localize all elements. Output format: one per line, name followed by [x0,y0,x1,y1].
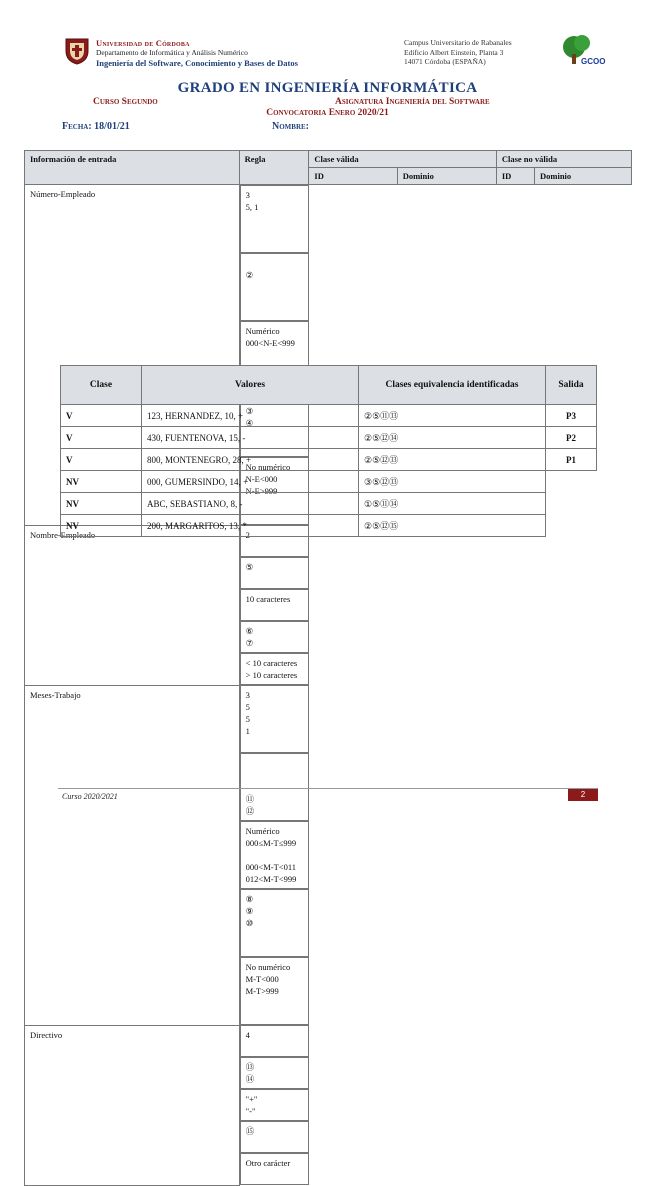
cell-rule: 3 5, 1 [240,185,309,253]
cell-valid-id: ⑬ ⑭ [240,1057,309,1089]
cell-invalid-domain: No numérico M-T<000 M-T>999 [240,957,309,1025]
cell-values: 200, MARGARITOS, 13, * [142,515,359,537]
table-row [25,1025,632,1185]
cell-values: ABC, SEBASTIANO, 8, - [142,493,359,515]
cell-output: P2 [546,427,597,449]
col-invalid-id: ID [496,168,534,185]
cell-rule: 2 [240,525,309,557]
cell-valid-id: ⑪ ⑫ [240,753,309,821]
col-valid-domain: Dominio [397,168,496,185]
cell-invalid-domain: No numérico N-E<000 N-E>999 [240,457,309,525]
cell-invalid-id: ⑧ ⑨ ⑩ [240,889,309,957]
city-line: 14071 Córdoba (ESPAÑA) [404,57,486,66]
university-crest-icon [64,37,90,65]
cell-rule: 3 5 5 1 [240,685,309,753]
equivalence-classes-table [24,150,632,1186]
cell-output-empty [546,515,597,537]
cell-invalid-id: ③ ④ [240,389,309,457]
cell-valid-domain: Numérico 000≤M-T≤999 000<M-T<011 012<M-T<999 [240,821,309,889]
cell-output: P1 [546,449,597,471]
cell-input: Nombre-Empleado [25,525,240,685]
cell-valid-domain: 10 caracteres [240,589,309,621]
building-line: Edificio Albert Einstein, Planta 3 [404,47,504,57]
cell-invalid-id: ⑥ ⑦ [240,621,309,653]
knowledge-area: Ingeniería del Software, Conocimiento y Bases de Datos [96,58,298,68]
cell-valid-domain: "+" "-" [240,1089,309,1121]
cell-class: NV [61,515,142,537]
col-values: Valores [142,366,359,405]
cell-classes: ②⑤⑫⑬ [359,449,546,471]
page-number: 2 [568,789,598,801]
col-invalid-domain: Dominio [534,168,631,185]
table-row [61,427,597,449]
cell-output: P3 [546,405,597,427]
cell-output-empty [546,471,597,493]
cell-classes: ②⑤⑫⑮ [359,515,546,537]
cell-class: V [61,449,142,471]
table-row [25,685,632,1025]
gcoo-logo-text: GCOO [581,57,606,66]
col-valid: Clase válida [309,151,496,168]
cell-valid-id: ② [240,253,309,321]
department-name: Departamento de Informática y Análisis Numérico [96,48,248,57]
university-name: Universidad de Córdoba [96,38,190,48]
cell-classes: ②⑤⑫⑭ [359,427,546,449]
cell-valid-domain: Numérico 000<N-E<999 [240,321,309,389]
table-row [61,405,597,427]
cell-input: Número-Empleado [25,185,240,526]
exam-date: Fecha: 18/01/21 [62,121,130,132]
cell-values: 430, FUENTENOVA, 15, - [142,427,359,449]
cell-classes: ②⑤⑪⑬ [359,405,546,427]
gcoo-tree-logo-icon [560,34,606,68]
cell-invalid-domain: < 10 caracteres > 10 caracteres [240,653,309,685]
cell-values: 800, MONTENEGRO, 28, + [142,449,359,471]
exam-call: Convocatoria Enero 2020/21 [266,108,389,118]
cell-values: 000, GUMERSINDO, 14, + [142,471,359,493]
cell-values: 123, HERNANDEZ, 10, + [142,405,359,427]
col-input: Información de entrada [25,151,240,185]
col-valid-id: ID [309,168,397,185]
cell-input: Meses-Trabajo [25,685,240,1025]
cell-invalid-id: ⑮ [240,1121,309,1153]
cell-invalid-domain: Otro carácter [240,1153,309,1185]
test-cases-table [60,365,597,537]
table-row [25,525,632,685]
subject-label: Asignatura Ingeniería del Software [335,97,490,107]
course-label: Curso Segundo [93,97,158,107]
table-row [61,471,597,493]
campus-address [404,38,512,67]
footer-course-year: Curso 2020/2021 [62,792,118,801]
cell-valid-id: ⑤ [240,557,309,589]
cell-class: V [61,427,142,449]
cell-rule: 4 [240,1025,309,1057]
cell-class: NV [61,471,142,493]
table-row [61,449,597,471]
cell-classes: ①⑤⑪⑭ [359,493,546,515]
col-invalid: Clase no válida [496,151,631,168]
table-row [61,515,597,537]
cell-class: NV [61,493,142,515]
col-classes: Clases equivalencia identificadas [359,366,546,405]
col-class: Clase [61,366,142,405]
cell-classes: ③⑤⑫⑬ [359,471,546,493]
col-output: Salida [546,366,597,405]
degree-title: GRADO EN INGENIERÍA INFORMÁTICA [177,80,478,96]
cell-input: Directivo [25,1025,240,1185]
footer-divider [58,788,598,789]
table-row [61,493,597,515]
cell-class: V [61,405,142,427]
campus-line: Campus Universitario de Rabanales [404,38,512,47]
cell-output-empty [546,493,597,515]
student-name-label: Nombre: [272,121,309,132]
col-rule: Regla [239,151,309,185]
